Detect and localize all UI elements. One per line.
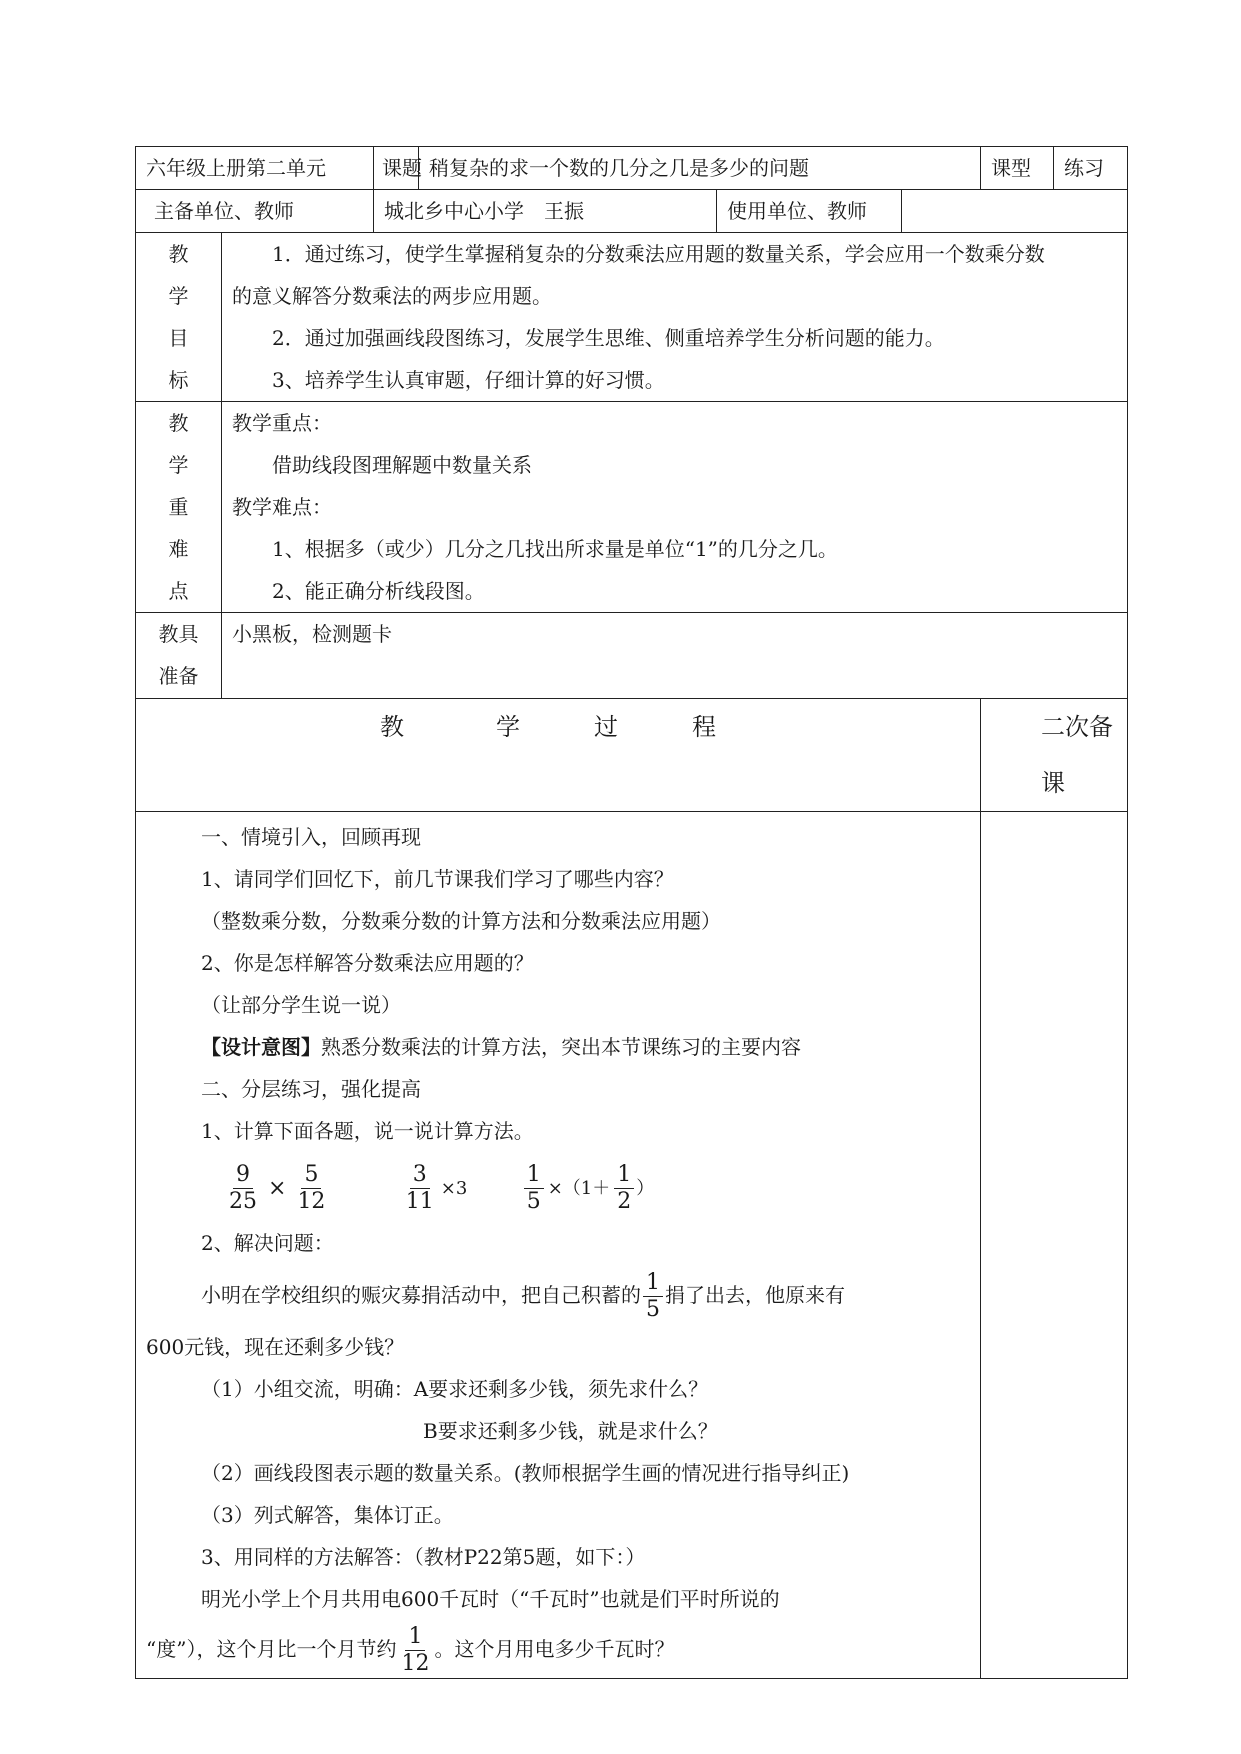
tools-cell bbox=[222, 613, 1128, 699]
exercise-2-title: 2、解决问题： bbox=[201, 1231, 334, 1255]
type-label: 课型 bbox=[991, 156, 1031, 180]
second-prep-body bbox=[981, 812, 1128, 1679]
keypoints-label-cell bbox=[136, 402, 222, 613]
section-1-heading: 一、情境引入，回顾再现 bbox=[201, 825, 421, 849]
answer-2: （让部分学生说一说） bbox=[201, 993, 401, 1017]
design-intent bbox=[146, 1026, 972, 1068]
topic-cell bbox=[419, 147, 981, 190]
main-unit-label: 主备单位、教师 bbox=[154, 199, 294, 223]
key-difficulty-heading: 教学难点： bbox=[232, 495, 332, 519]
fraction-1-5: $\frac{1}{5}$ bbox=[524, 1162, 544, 1215]
main-unit-cell bbox=[374, 190, 717, 233]
fraction-1-5-inline: $\frac{1}{5}$ bbox=[643, 1270, 663, 1323]
objective-2: 2．通过加强画线段图练习，发展学生思维、侧重培养学生分析问题的能力。 bbox=[272, 326, 945, 350]
problem-mingguang-cont: “度”），这个月比一个月节约 $\frac{1}{12}$ 。这个月用电多少千瓦时？ bbox=[146, 1624, 675, 1676]
topic-text: 稍复杂的求一个数的几分之几是多少的问题 bbox=[429, 156, 809, 180]
process-title-cell bbox=[136, 699, 981, 812]
fraction-9-25: $\frac{9}{25}$ bbox=[229, 1162, 257, 1214]
main-unit-text: 城北乡中心小学 王振 bbox=[384, 199, 584, 223]
expr-3: $\frac{1}{5}$ ×（1＋ $\frac{1}{2}$ ） bbox=[522, 1152, 655, 1222]
objective-1: 1．通过练习，使学生掌握稍复杂的分数乘法应用题的数量关系，学会应用一个数乘分数 bbox=[272, 242, 1045, 266]
unit-cell bbox=[136, 147, 374, 190]
step-3: （3）列式解答，集体订正。 bbox=[201, 1503, 454, 1527]
key-difficulty-1: 1、根据多（或少）几分之几找出所求量是单位“1”的几分之几。 bbox=[272, 537, 838, 561]
fraction-5-12: $\frac{5}{12}$ bbox=[297, 1162, 326, 1214]
section-2-heading: 二、分层练习，强化提高 bbox=[201, 1077, 421, 1101]
key-focus-heading: 教学重点： bbox=[232, 411, 332, 435]
topic-label: 课题 bbox=[382, 156, 422, 180]
objective-1-cont: 的意义解答分数乘法的两步应用题。 bbox=[232, 284, 552, 308]
tools-label: 教具 准备 bbox=[158, 622, 199, 688]
exercise-3-title: 3、用同样的方法解答：（教材P22第5题，如下：） bbox=[201, 1545, 646, 1569]
type-text: 练习 bbox=[1064, 156, 1104, 180]
objectives-label: 教 学 目 标 bbox=[168, 242, 189, 392]
fraction-1-2: $\frac{1}{2}$ bbox=[614, 1162, 634, 1215]
key-focus-text: 借助线段图理解题中数量关系 bbox=[272, 453, 532, 477]
type-label-cell bbox=[981, 147, 1054, 190]
process-body-cell bbox=[136, 812, 981, 1679]
step-1: （1）小组交流，明确：A要求还剩多少钱，须先求什么？ bbox=[201, 1377, 709, 1401]
lesson-plan bbox=[135, 146, 1127, 1679]
key-difficulty-2: 2、能正确分析线段图。 bbox=[272, 579, 485, 603]
unit-text: 六年级上册第二单元 bbox=[146, 156, 326, 180]
objectives-label-cell bbox=[136, 233, 222, 402]
fraction-3-11: $\frac{3}{11}$ bbox=[405, 1162, 434, 1214]
step-2: （2）画线段图表示题的数量关系。(教师根据学生画的情况进行指导纠正) bbox=[201, 1461, 850, 1485]
lesson-plan-table bbox=[135, 146, 1128, 1679]
tools-label-cell bbox=[136, 613, 222, 699]
problem-xiaoming-cont: 600元钱，现在还剩多少钱？ bbox=[146, 1335, 405, 1359]
question-2: 2、你是怎样解答分数乘法应用题的？ bbox=[201, 951, 534, 975]
keypoints-label: 教 学 重 难 点 bbox=[168, 411, 189, 603]
second-prep-cell bbox=[981, 699, 1128, 812]
second-prep-title: 二次备课 bbox=[1041, 713, 1113, 797]
use-unit-label: 使用单位、教师 bbox=[717, 190, 902, 232]
tools-text: 小黑板，检测题卡 bbox=[232, 622, 392, 646]
problem-mingguang: 明光小学上个月共用电600千瓦时（“千瓦时”也就是们平时所说的 bbox=[201, 1587, 780, 1611]
type-cell bbox=[1054, 147, 1128, 190]
exercise-1-title: 1、计算下面各题，说一说计算方法。 bbox=[201, 1119, 534, 1143]
problem-xiaoming: 小明在学校组织的赈灾募捐活动中，把自己积蓄的 $\frac{1}{5}$ 捐了出去，他原来有 bbox=[201, 1270, 845, 1322]
math-expressions bbox=[146, 1152, 972, 1222]
objectives-cell bbox=[222, 233, 1128, 402]
fraction-1-12-inline: $\frac{1}{12}$ bbox=[401, 1624, 430, 1676]
use-unit-cell bbox=[717, 190, 1128, 233]
question-1: 1、请同学们回忆下，前几节课我们学习了哪些内容？ bbox=[201, 867, 674, 891]
use-unit-text bbox=[902, 190, 922, 232]
design-intent-label: 【设计意图】 bbox=[201, 1035, 321, 1059]
design-intent-text: 熟悉分数乘法的计算方法，突出本节课练习的主要内容 bbox=[321, 1035, 801, 1059]
topic-label-cell bbox=[374, 147, 422, 190]
expr-1: $\frac{9}{25}$ × $\frac{5}{12}$ bbox=[224, 1152, 330, 1222]
step-1-b: B要求还剩多少钱，就是求什么？ bbox=[423, 1419, 718, 1443]
objective-3: 3、培养学生认真审题，仔细计算的好习惯。 bbox=[272, 368, 665, 392]
expr-2: $\frac{3}{11}$ ×3 bbox=[401, 1152, 470, 1222]
answer-1: （整数乘分数，分数乘分数的计算方法和分数乘法应用题） bbox=[201, 909, 721, 933]
keypoints-cell bbox=[222, 402, 1128, 613]
main-unit-label-cell bbox=[136, 190, 374, 233]
process-title: 教 学 过 程 bbox=[380, 713, 716, 741]
